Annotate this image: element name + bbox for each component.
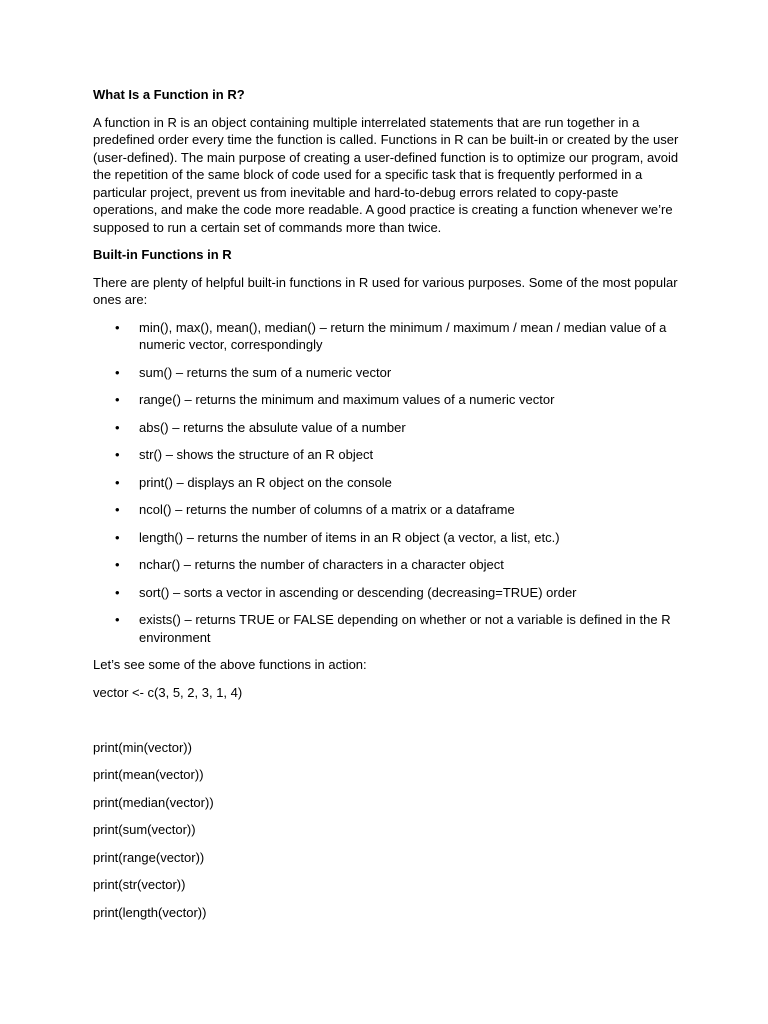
built-in-intro-paragraph: There are plenty of helpful built-in functions in R used for various purposes. Some of the most popular ones are: [93,274,678,307]
bullet-icon: • [115,557,120,572]
code-line: print(min(vector)) [93,739,192,755]
list-item-text: range() – returns the minimum and maximum values of a numeric vector [139,392,555,407]
blank-line [93,711,683,729]
code-line: print(length(vector)) [93,904,207,920]
code-line: print(range(vector)) [93,849,205,865]
list-item [93,611,683,646]
list-item [93,556,683,574]
bullet-icon: • [115,584,120,600]
functions-in-action-paragraph: Let’s see some of the above functions in action: [93,657,367,672]
list-item [93,391,683,409]
code-vector-assignment: vector <- c(3, 5, 2, 3, 1, 4) [93,684,243,700]
list-item [93,419,683,437]
list-item-text: print() – displays an R object on the console [139,474,392,490]
section-heading-built-in-functions: Built-in Functions in R [93,247,232,262]
list-item-text: str() – shows the structure of an R object [139,447,374,462]
bullet-icon: • [115,474,120,490]
list-item-text: exists() – returns TRUE or FALSE depending on whether or not a variable is defined in the R environment [139,612,671,645]
list-item-text: nchar() – returns the number of characters in a character object [139,557,504,572]
list-item [93,584,683,602]
bullet-icon: • [115,319,120,335]
list-item [93,319,683,354]
code-line: print(sum(vector)) [93,822,196,837]
intro-paragraph: A function in R is an object containing multiple interrelated statements that are run together in a predefined order every time the function is called. Functions in R can be built-in or created by the user (user-defined). The main purpose of creating a user-defined function is to optimize our program, avoid the repetition of the same block of code used for a specific task that is frequently performed in a particular project, prevent us from inevitable and hard-to-debug errors related to copy-paste operations, and make the code more readable. A good practice is creating a function whenever we’re supposed to run a certain set of commands more than twice. [93,114,679,235]
list-item-text: abs() – returns the absulute value of a number [139,419,406,435]
list-item [93,446,683,464]
section-heading-what-is-function: What Is a Function in R? [93,87,245,102]
list-item-text: ncol() – returns the number of columns of a matrix or a dataframe [139,502,515,517]
code-line: print(str(vector)) [93,877,186,892]
list-item [93,474,683,492]
list-item-text: length() – returns the number of items in an R object (a vector, a list, etc.) [139,529,560,545]
bullet-icon: • [115,392,120,407]
list-item [93,529,683,547]
code-line: print(mean(vector)) [93,767,204,782]
bullet-icon: • [115,364,120,380]
bullet-icon: • [115,529,120,545]
built-in-functions-list [93,319,683,647]
list-item [93,364,683,382]
list-item-text: sum() – returns the sum of a numeric vector [139,364,392,380]
bullet-icon: • [115,447,120,462]
document-page [93,86,683,931]
bullet-icon: • [115,502,120,517]
bullet-icon: • [115,612,120,627]
list-item-text: min(), max(), mean(), median() – return the minimum / maximum / mean / median value of a numeric vector, correspondingly [139,319,667,352]
bullet-icon: • [115,419,120,435]
list-item [93,501,683,519]
code-line: print(median(vector)) [93,794,214,810]
list-item-text: sort() – sorts a vector in ascending or descending (decreasing=TRUE) order [139,584,577,600]
